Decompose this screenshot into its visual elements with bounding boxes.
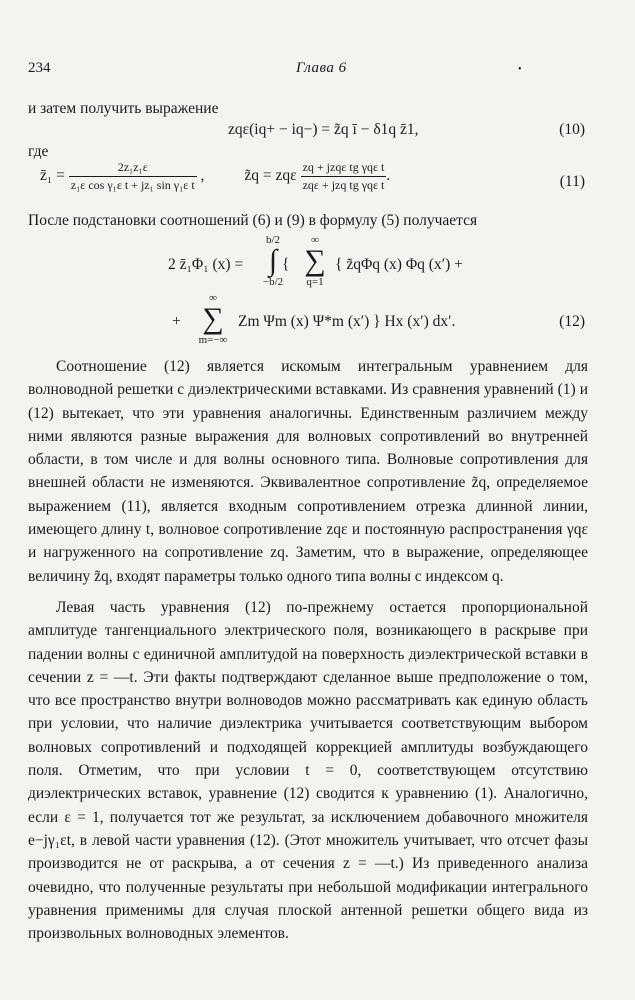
- eq11-zq-denominator: zqε + jzq tg γqε t: [302, 178, 385, 192]
- after-substitution-line: После подстановки соотношений (6) и (9) в формулу (5) получается: [28, 212, 478, 229]
- paragraph-2: Левая часть уравнения (12) по-прежнему остается пропорциональной амплитуде тангенциального электрического поля, возникающего в раскрыве при падении волны с единичной амплитудой на поверхность диэлектрической вставки в сечении z = —t. Эти факты подтверждают сделанное выше предположение о том, что все пространство внутри волноводов можно рассматривать как единую область при условии, что наличие диэлектрика учитывается соответствующим выбором волновых сопротивлений и подходящей коррекцией амплитуды возбуждающего поля. Отметим, что при условии t = 0, соответствующем отсутствию диэлектрических вставок, уравнение (12) сводится к уравнению (1). Аналогично, если ε = 1, получается тот же результат, за исключением добавочного множителя e−jγ₁εt, в левой части уравнения (12). (Этот множитель учитывает, что отсчет фазы производится не от раскрыва, а от сечения z = —t.) Из приведенного анализа очевидно, что полученные результаты при небольшой модификации интегрального уравнения применимы для случая плоской антенной решетки общего вида из произвольных волноводных элементов.: [28, 599, 588, 943]
- sum-2-lower: m=−∞: [198, 334, 228, 346]
- equation-11-number: (11): [559, 173, 585, 190]
- equation-10: zqε(iq+ − iq−) = z̃q ī − δ1q z̄1,: [228, 121, 419, 138]
- eq11-z1-numerator: 2z₁z₁ε: [69, 160, 197, 177]
- chapter-title: Глава 6: [296, 60, 347, 76]
- where-label: где: [28, 143, 49, 160]
- sum-1: [302, 234, 328, 288]
- eq12-line1-rhs: { z̃qΦq (x) Φq (x′) +: [335, 256, 463, 273]
- eq11-zq-lhs: z̃q = zqε: [244, 167, 297, 185]
- eq11-zq-fraction: [301, 160, 387, 193]
- eq12-line-2: Zm Ψm (x) Ψ*m (x′) } Hx (x′) dx′.: [238, 313, 456, 330]
- integral-lower-limit: −b/2: [262, 276, 284, 288]
- equation-11: z̄₁ = $\frac{\text{2z₁z₁ε}}{\text{z₁ε cos γ₁ε t + jz₁ sin γ₁ε t}}$ , z̃q = zqε $\frac{\text{zq + jzqε tg γqε t}}{\text{zqε + jzq tg γqε t}}$ .: [40, 160, 391, 192]
- sum-1-upper: ∞: [311, 234, 319, 246]
- sum-2-upper: ∞: [209, 292, 217, 304]
- sum-2: [196, 292, 230, 346]
- equation-10-number: (10): [559, 121, 585, 138]
- eq11-z1-denominator: z₁ε cos γ₁ε t + jz₁ sin γ₁ε t: [70, 178, 195, 192]
- eq11-zq-numerator: zq + jzqε tg γqε t: [301, 160, 387, 177]
- header-dot: •: [518, 64, 522, 75]
- eq12-plus: +: [172, 313, 181, 330]
- eq12-brace-open: {: [282, 256, 290, 273]
- sum-1-lower: q=1: [306, 276, 324, 288]
- sum-2-symbol: ∑: [202, 302, 224, 335]
- page-number: 234: [28, 60, 51, 76]
- eq11-z1-lhs: z̄₁ =: [40, 167, 65, 185]
- intro-line: и затем получить выражение: [28, 100, 219, 117]
- equation-12-number: (12): [559, 313, 585, 330]
- paragraph-1: Соотношение (12) является искомым интегральным уравнением для волноводной решетки с диэлектрическими вставками. Из сравнения уравнений (1) и (12) вытекает, что эти уравнения аналогичны. Единственным различием между ними являются разные выражения для волновых сопротивлений во внутренней области, в том числе и для волны основного типа. Волновые сопротивления для внешней области не изменяются. Эквивалентное сопротивление z̃q, определяемое выражением (11), является входным сопротивлением отрезка длинной линии, имеющего длину t, волновое сопротивление zqε и постоянную распространения γqε и нагруженного на сопротивление zq. Заметим, что в выражение, определяющее величину z̃q, входят параметры только одного типа волны с индексом q.: [28, 358, 588, 585]
- sum-1-symbol: ∑: [304, 244, 326, 277]
- eq12-lhs: 2 z̄₁Φ₁ (x) =: [168, 256, 244, 273]
- equation-12-line-1: [168, 239, 244, 273]
- integral-symbol: ∫: [268, 244, 278, 277]
- integral-upper-limit: b/2: [265, 234, 281, 246]
- page-header: [28, 60, 595, 82]
- eq11-z1-fraction: [69, 160, 197, 193]
